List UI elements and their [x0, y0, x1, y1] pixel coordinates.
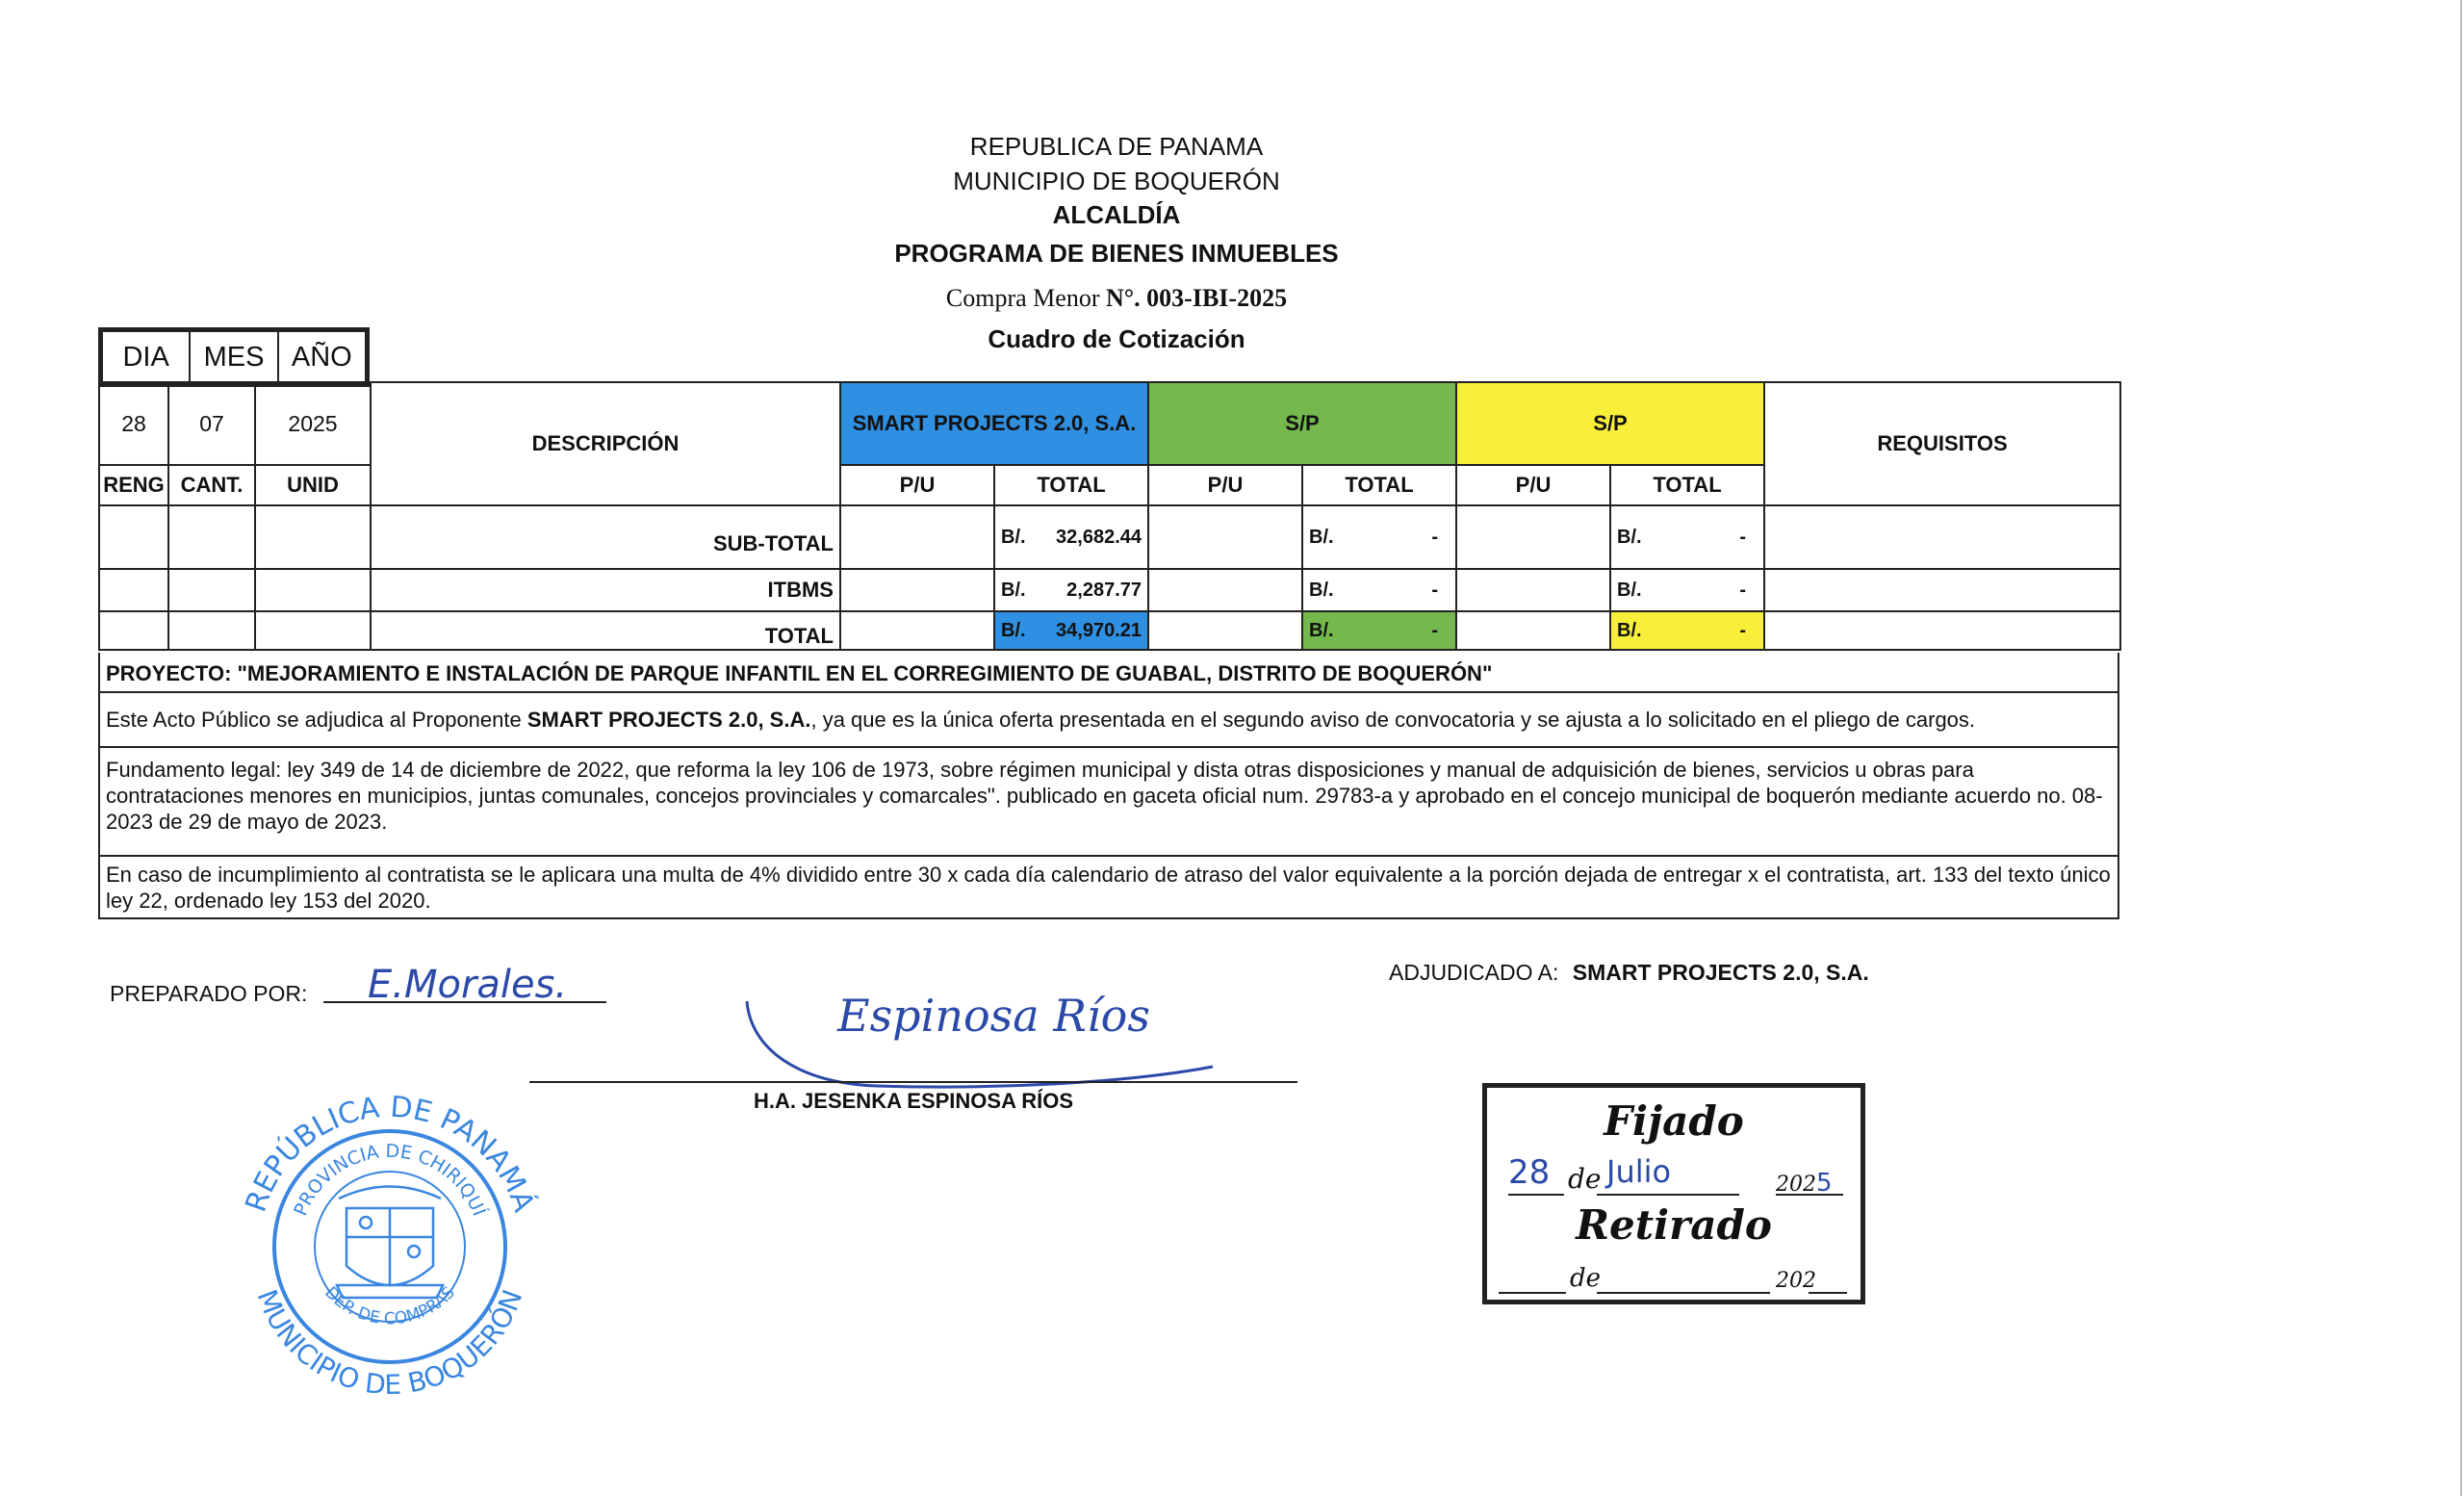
date-label-dia: DIA: [103, 332, 191, 382]
retirado-title: Retirado: [1576, 1201, 1772, 1249]
fijado-de-1: de: [1568, 1163, 1602, 1195]
bidder-1-pu-header: P/U: [840, 465, 994, 505]
date-value-mes: 07: [168, 382, 255, 465]
bidder-2-header: S/P: [1148, 382, 1456, 465]
bidder-3-pu-header: P/U: [1456, 465, 1610, 505]
fijado-day: 28: [1508, 1153, 1551, 1192]
compra-menor: [0, 284, 2233, 313]
requisitos-header: REQUISITOS: [1764, 382, 2120, 505]
itbms-bidder-3: B/. -: [1610, 569, 1764, 611]
bidder-3-total-header: TOTAL: [1610, 465, 1764, 505]
date-label-ano: AÑO: [291, 341, 352, 373]
fijado-year: 2025: [1776, 1169, 1833, 1198]
signer-signature: Espinosa Ríos: [837, 990, 1150, 1042]
adjudicado-block: [1389, 960, 1869, 986]
cuadro-title: Cuadro de Cotización: [988, 324, 1245, 353]
fijado-month: Julio: [1606, 1153, 1672, 1190]
table-row: [99, 505, 2120, 569]
unid-header: UNID: [255, 465, 371, 505]
total-bidder-3: B/. -: [1610, 611, 1764, 650]
header-municipio: MUNICIPIO DE BOQUERÓN: [953, 167, 1280, 195]
header-programa: PROGRAMA DE BIENES INMUEBLES: [894, 239, 1339, 268]
bidder-2-pu-header: P/U: [1148, 465, 1302, 505]
table-row: [99, 611, 2120, 650]
scan-edge: [2460, 0, 2462, 1496]
total-bidder-2: B/. -: [1302, 611, 1456, 650]
preparado-signature: E.Morales.: [368, 963, 568, 1007]
compra-number: N°. 003-IBI-2025: [1106, 284, 1288, 312]
date-label-mes: MES: [191, 332, 278, 382]
seal-outer-top: REPÚBLICA DE PANAMÁ: [239, 1090, 541, 1217]
date-value-ano: 2025: [255, 382, 371, 465]
subtotal-bidder-3: B/. -: [1610, 505, 1764, 569]
adjudicado-label: ADJUDICADO A:: [1389, 960, 1559, 985]
itbms-bidder-1: B/. 2,287.77: [994, 569, 1148, 611]
retirado-year: 202: [1776, 1269, 1816, 1293]
subtotal-bidder-2: B/. -: [1302, 505, 1456, 569]
adjudicado-name: SMART PROJECTS 2.0, S.A.: [1572, 960, 1869, 985]
seal-outer-bottom: MUNICIPIO DE BOQUERÓN: [250, 1285, 529, 1402]
row-label-itbms: ITBMS: [371, 569, 840, 611]
header-alcaldia: ALCALDÍA: [1052, 200, 1181, 229]
compra-label: Compra Menor: [945, 284, 1100, 312]
quotation-table: [98, 381, 2121, 651]
signature-line: [529, 1081, 1297, 1083]
reng-header: RENG: [99, 465, 168, 505]
fijado-stamp-box: [1482, 1083, 1865, 1304]
official-seal: [231, 1088, 549, 1406]
descripcion-header: DESCRIPCIÓN: [371, 382, 840, 505]
bidder-1-total-header: TOTAL: [994, 465, 1148, 505]
fijado-title: Fijado: [1604, 1097, 1744, 1145]
date-value-dia: 28: [99, 382, 168, 465]
bidder-1-header: SMART PROJECTS 2.0, S.A.: [840, 382, 1148, 465]
proyecto-text: PROYECTO: "MEJORAMIENTO E INSTALACIÓN DE PARQUE INFANTIL EN EL CORREGIMIENTO DE GUABAL, DISTRITO DE BOQUERÓN": [98, 653, 2119, 693]
preparado-label: PREPARADO POR:: [110, 981, 308, 1006]
row-label-subtotal: SUB-TOTAL: [371, 505, 840, 569]
seal-inner-top: PROVINCIA DE CHIRIQUÍ: [290, 1140, 490, 1220]
bidder-3-header: S/P: [1456, 382, 1764, 465]
total-bidder-1: B/. 34,970.21: [994, 611, 1148, 650]
subtotal-bidder-1: B/. 32,682.44: [994, 505, 1148, 569]
retirado-de: de: [1570, 1264, 1602, 1293]
table-row: [99, 569, 2120, 611]
adjudica-text: Este Acto Público se adjudica al Proponente SMART PROJECTS 2.0, S.A., ya que es la única oferta presentada en el segundo aviso de convocatoria y se ajusta a lo solicitado en el pliego de cargos.: [98, 693, 2119, 748]
row-label-total: TOTAL: [371, 611, 840, 650]
date-header-box: [98, 327, 370, 387]
seal-inner-bottom: DEP. DE COMPRAS: [321, 1282, 459, 1329]
fundamento-text: Fundamento legal: ley 349 de 14 de diciembre de 2022, que reforma la ley 106 de 1973, sobre régimen municipal y dista otras disposiciones y manual de adquisición de bienes, servicios u obras para contrataciones menores en municipios, juntas comunales, concejos provinciales y comarcales". publicado en gaceta oficial num. 29783-a y aprobado en el concejo municipal de boquerón mediante acuerdo no. 08-2023 de 29 de mayo de 2023.: [98, 748, 2119, 857]
multa-text: En caso de incumplimiento al contratista se le aplicara una multa de 4% dividido entre 30 x cada día calendario de atraso del valor equivalente a la porción dejada de entregar x el contratista, art. 133 del texto único ley 22, ordenado ley 153 del 2020.: [98, 857, 2119, 919]
itbms-bidder-2: B/. -: [1302, 569, 1456, 611]
signer-name: H.A. JESENKA ESPINOSA RÍOS: [753, 1089, 1074, 1113]
bidder-2-total-header: TOTAL: [1302, 465, 1456, 505]
header-republic: REPUBLICA DE PANAMA: [969, 132, 1264, 161]
coat-of-arms-icon: [337, 1187, 443, 1299]
cant-header: CANT.: [168, 465, 255, 505]
